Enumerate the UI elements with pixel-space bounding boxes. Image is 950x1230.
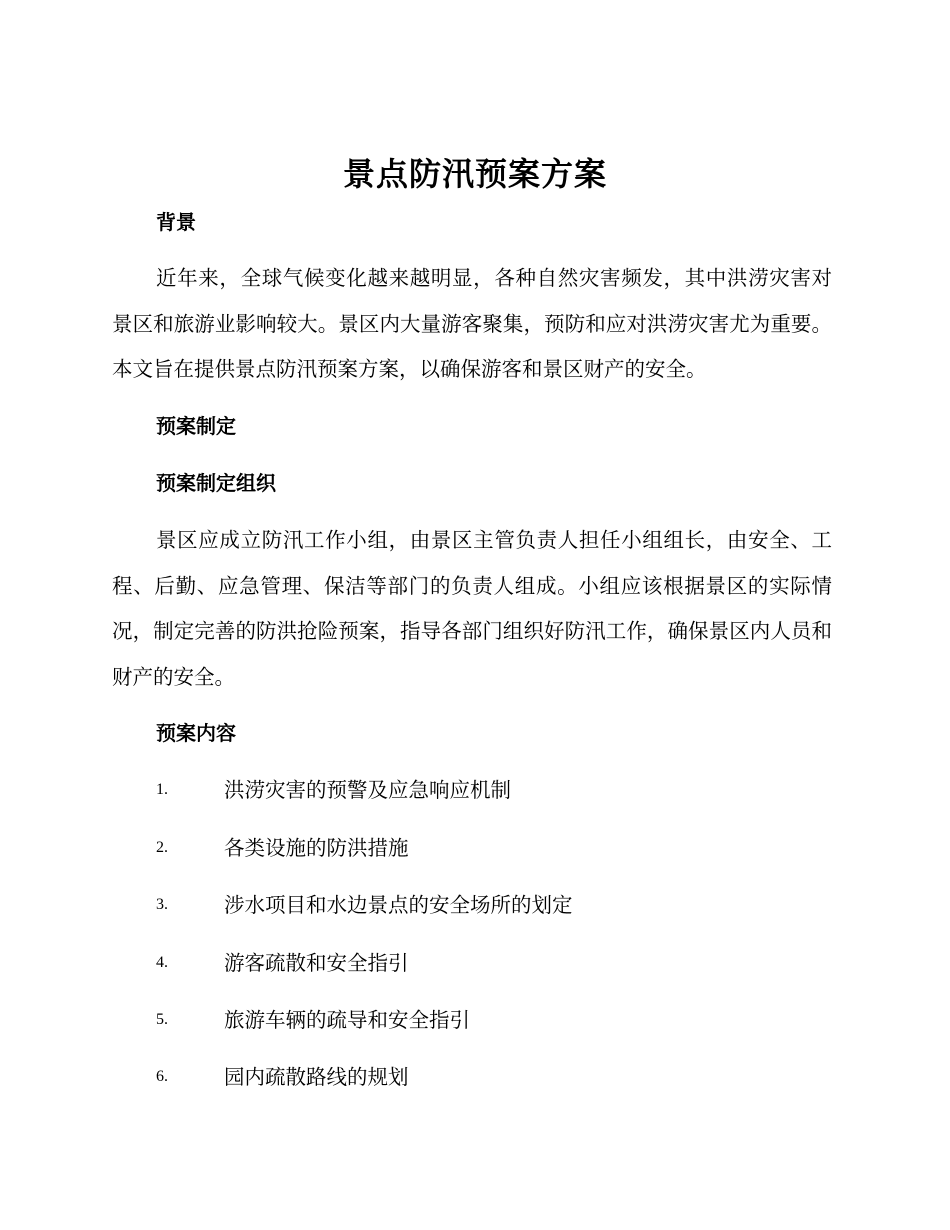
paragraph-plan-organization: 景区应成立防汛工作小组，由景区主管负责人担任小组组长，由安全、工程、后勤、应急管理、保洁等部门的负责人组成。小组应该根据景区的实际情况，制定完善的防洪抢险预案，指导各部门组织好防汛工作，确保景区内人员和财产的安全。	[112, 528, 832, 689]
document-title: 景点防汛预案方案	[342, 155, 607, 193]
list-item-text: 涉水项目和水边景点的安全场所的划定	[224, 893, 573, 917]
list-item-number: 1.	[156, 781, 168, 798]
list-item-text: 洪涝灾害的预警及应急响应机制	[224, 778, 511, 802]
heading-plan-organization: 预案制定组织	[156, 471, 276, 495]
heading-background: 背景	[156, 210, 196, 234]
list-item-number: 6.	[156, 1068, 168, 1085]
list-item-number: 4.	[156, 954, 168, 971]
list-item-text: 旅游车辆的疏导和安全指引	[224, 1008, 470, 1032]
heading-plan: 预案制定	[156, 414, 236, 438]
list-item-text: 园内疏散路线的规划	[224, 1065, 409, 1089]
list-item-text: 游客疏散和安全指引	[224, 951, 409, 975]
list-item-text: 各类设施的防洪措施	[224, 836, 409, 860]
paragraph-background: 近年来，全球气候变化越来越明显，各种自然灾害频发，其中洪涝灾害对景区和旅游业影响较大。景区内大量游客聚集，预防和应对洪涝灾害尤为重要。本文旨在提供景点防汛预案方案，以确保游客和景区财产的安全。	[112, 266, 832, 381]
list-item-number: 5.	[156, 1011, 168, 1028]
list-item-number: 2.	[156, 839, 168, 856]
list-item-number: 3.	[156, 896, 168, 913]
heading-plan-content: 预案内容	[156, 721, 236, 745]
